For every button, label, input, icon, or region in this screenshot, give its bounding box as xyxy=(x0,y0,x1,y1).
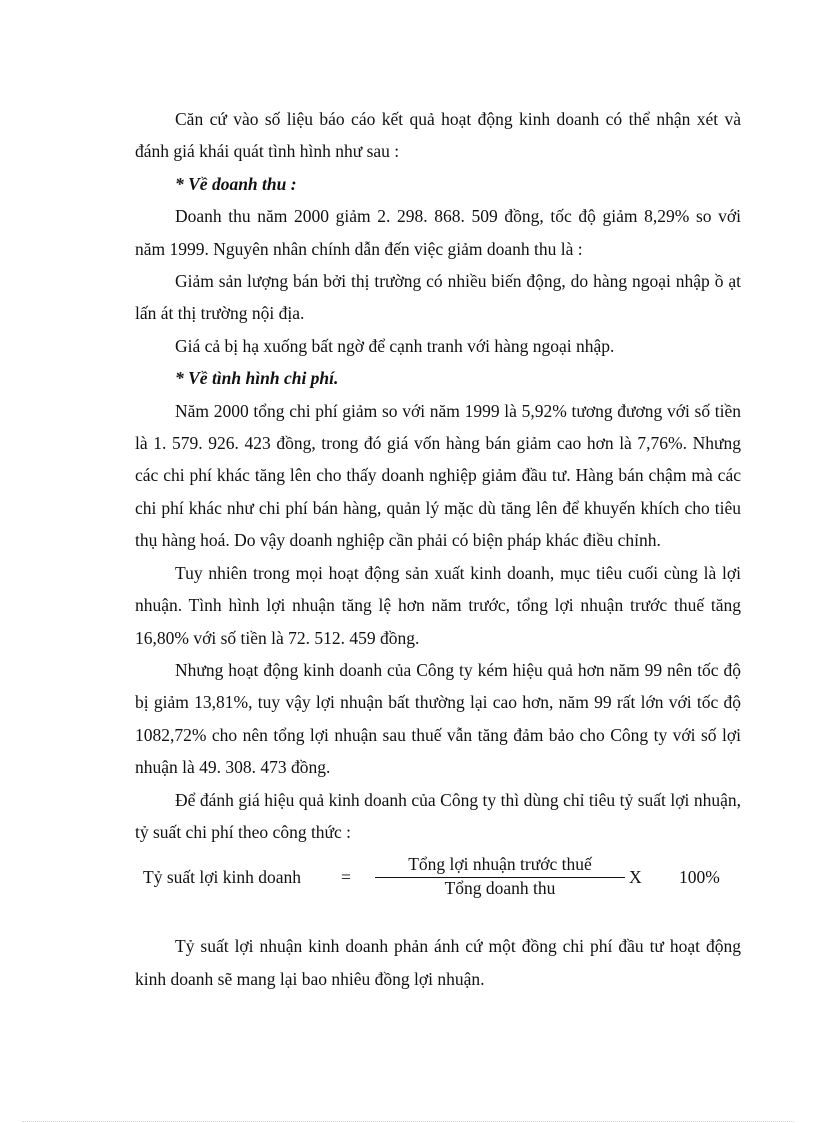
profit-ratio-formula xyxy=(135,850,741,902)
paragraph-intro: Căn cứ vào số liệu báo cáo kết quả hoạt động kinh doanh có thể nhận xét và đánh giá khái quát tình hình như sau : xyxy=(135,109,741,162)
paragraph-profit: Tuy nhiên trong mọi hoạt động sản xuất kinh doanh, mục tiêu cuối cùng là lợi nhuận. Tình hình lợi nhuận tăng lệ hơn năm trước, tổng lợi nhuận trước thuế tăng 16,80% với số tiền là 72. 512. 459 đồng. xyxy=(135,562,741,648)
paragraph-conclusion: Tỷ suất lợi nhuận kinh doanh phản ánh cứ một đồng chi phí đầu tư hoạt động kinh doanh sẽ mang lại bao nhiêu đồng lợi nhuận. xyxy=(135,936,741,989)
paragraph-price-drop: Giá cả bị hạ xuống bất ngờ để cạnh tranh với hàng ngoại nhập. xyxy=(175,335,615,356)
paragraph-business-efficiency: Nhưng hoạt động kinh doanh của Công ty kém hiệu quả hơn năm 99 nên tốc độ bị giảm 13,81%, tuy vậy lợi nhuận bất thường lại cao hơn, năm 99 rất lớn với tốc độ 1082,72% cho nên tổng lợi nhuận sau thuế vẫn tăng đảm bảo cho Công ty với số lợi nhuận là 49. 308. 473 đồng. xyxy=(135,659,741,778)
page-bottom-border xyxy=(22,1121,794,1122)
formula-lhs: Tỷ suất lợi kinh doanh xyxy=(143,867,301,888)
document-body xyxy=(135,103,741,995)
formula-numerator: Tổng lợi nhuận trước thuế xyxy=(408,854,592,875)
formula-denominator: Tổng doanh thu xyxy=(444,878,556,899)
paragraph-formula-intro: Để đánh giá hiệu quả kinh doanh của Công ty thì dùng chỉ tiêu tỷ suất lợi nhuận, tỷ suất chi phí theo công thức : xyxy=(135,789,741,842)
section-heading-costs: * Về tình hình chi phí. xyxy=(175,368,339,389)
paragraph-costs: Năm 2000 tổng chi phí giảm so với năm 1999 là 5,92% tương đương với số tiền là 1. 579. 926. 423 đồng, trong đó giá vốn hàng bán giảm cao hơn là 7,76%. Nhưng các chi phí khác tăng lên cho thấy doanh nghiệp giảm đầu tư. Hàng bán chậm mà các chi phí khác như chi phí bán hàng, quản lý mặc dù tăng lên để khuyến khích cho tiêu thụ hàng hoá. Do vậy doanh nghiệp cần phải có biện pháp khác điều chỉnh. xyxy=(135,400,741,551)
paragraph-revenue: Doanh thu năm 2000 giảm 2. 298. 868. 509 đồng, tốc độ giảm 8,29% so với năm 1999. Nguyên nhân chính dẫn đến việc giảm doanh thu là : xyxy=(135,206,741,259)
section-heading-revenue: * Về doanh thu : xyxy=(175,173,297,194)
formula-percent: 100% xyxy=(679,867,720,888)
paragraph-sales-volume: Giảm sản lượng bán bởi thị trường có nhiều biến động, do hàng ngoại nhập ồ ạt lấn át thị trường nội địa. xyxy=(135,271,741,324)
formula-times: X xyxy=(629,867,642,888)
formula-equals: = xyxy=(341,867,351,888)
